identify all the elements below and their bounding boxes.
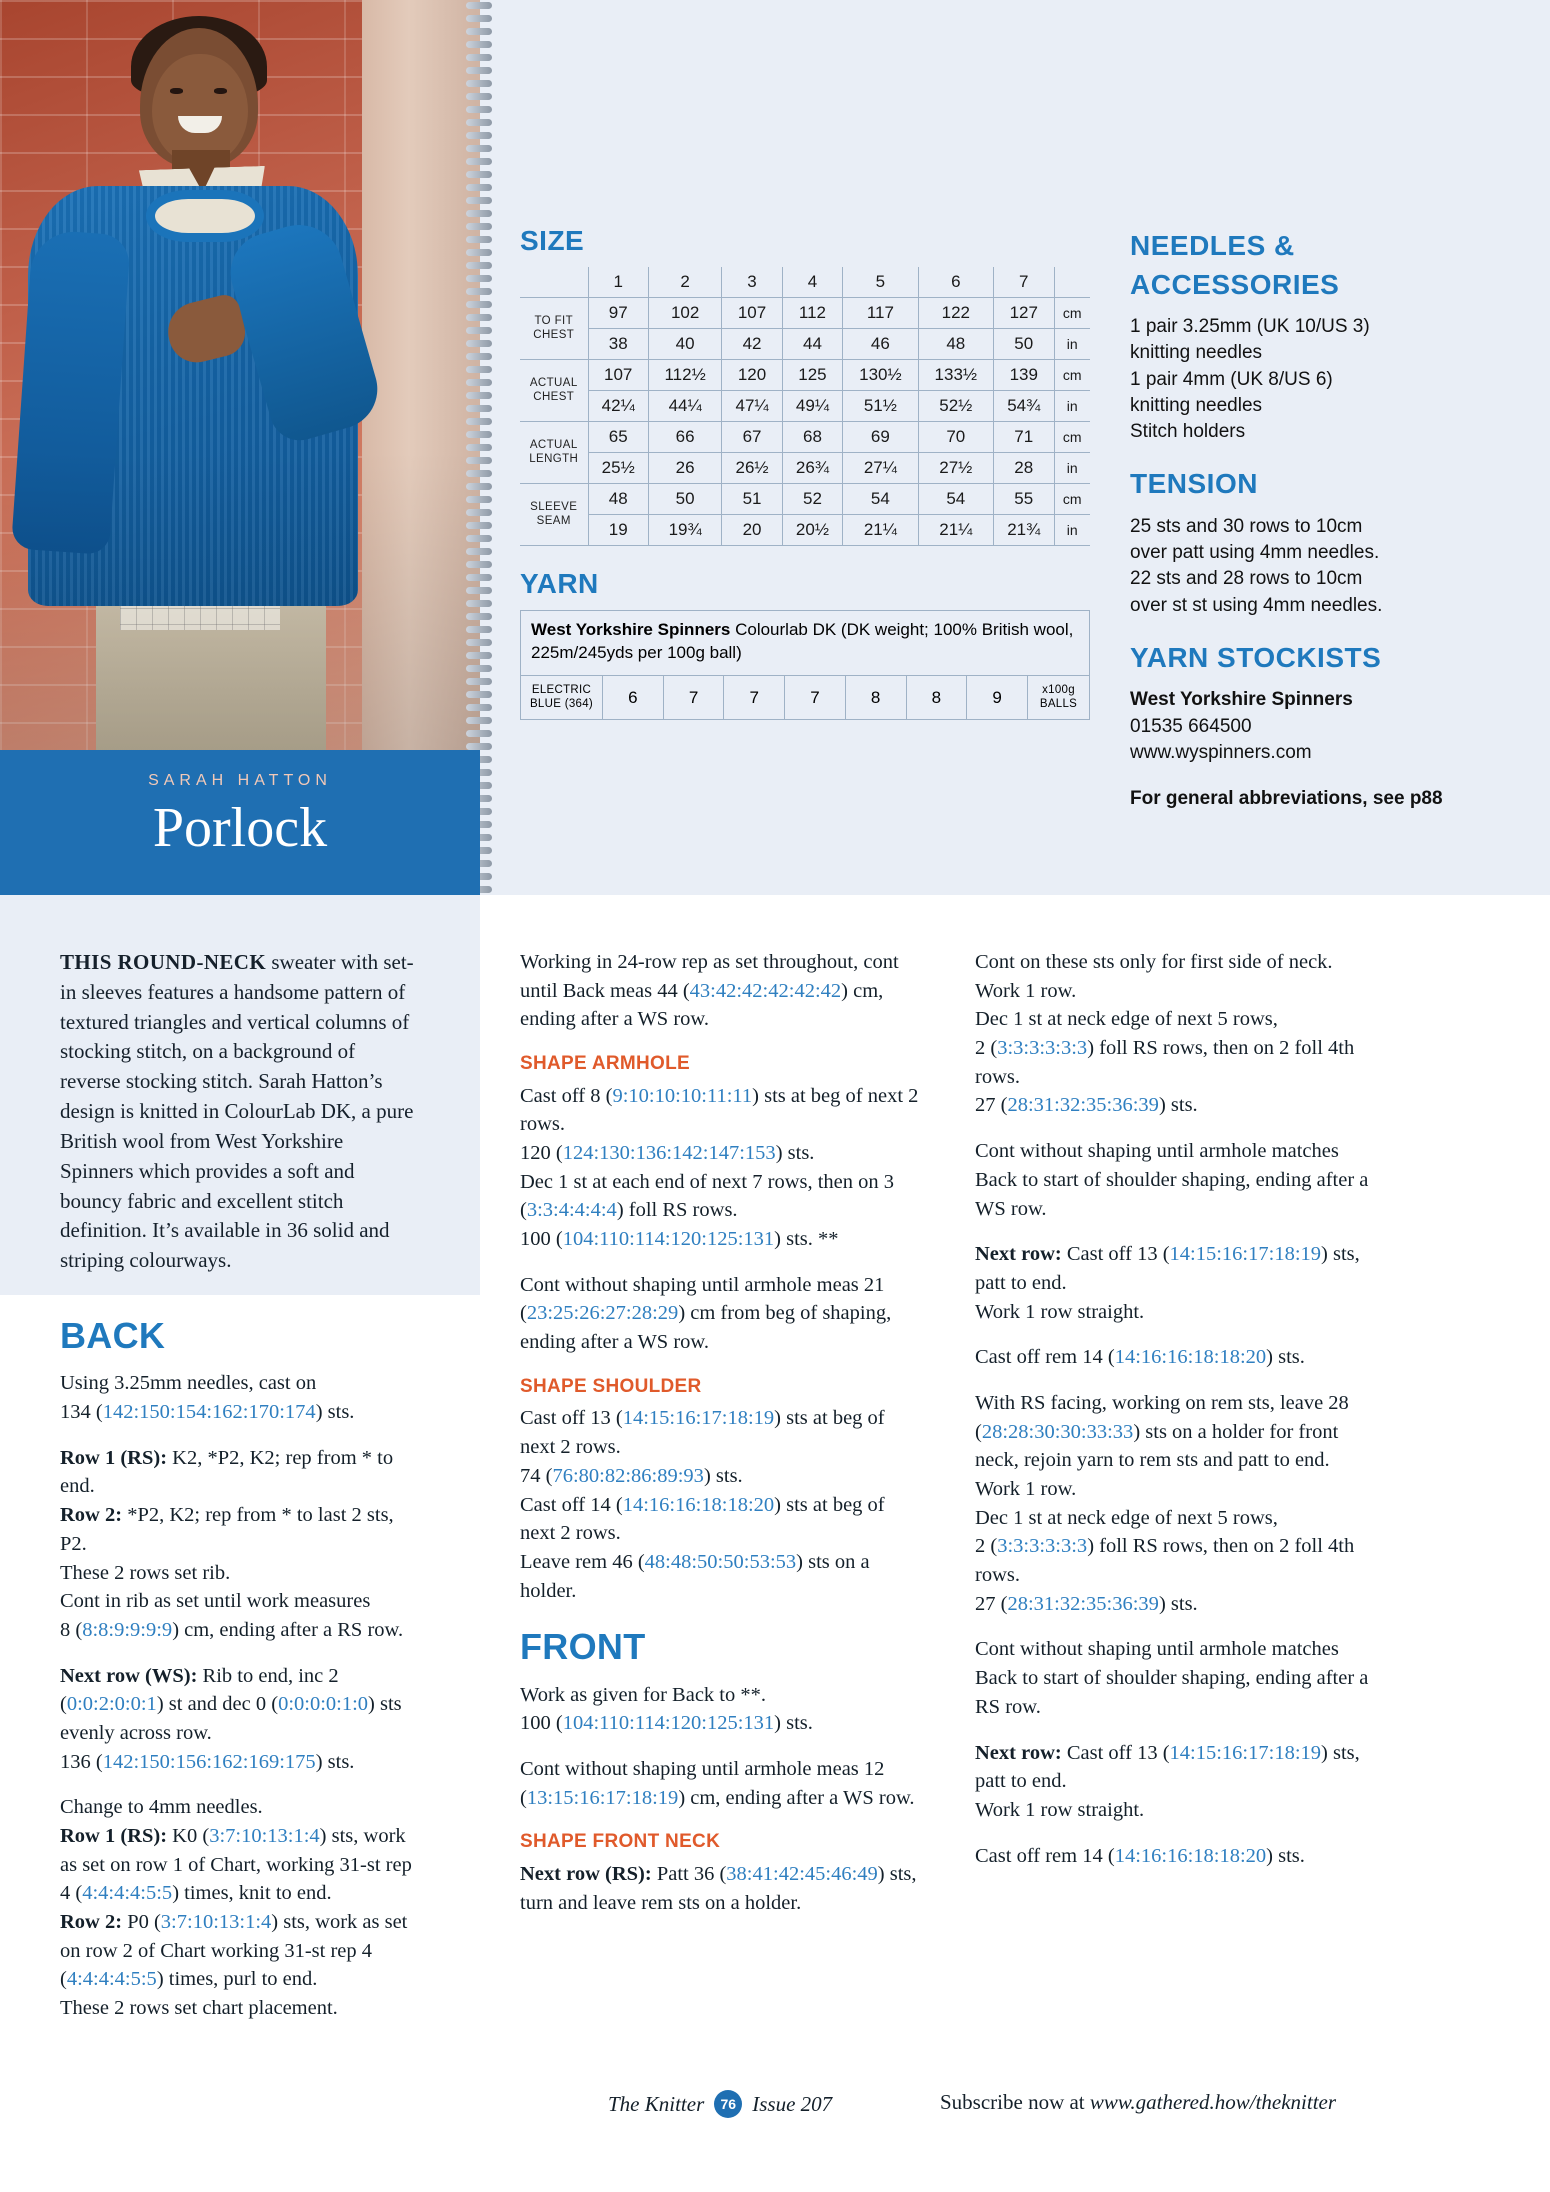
size-table-row — [520, 484, 1090, 515]
page-title: Porlock — [152, 797, 328, 859]
pattern-title-band — [0, 750, 480, 895]
yarn-balls-unit: x100g BALLS — [1028, 675, 1090, 720]
size-cell: 51 — [722, 484, 782, 515]
c3-p4-b: ) foll RS rows, then on 2 foll 4th rows. — [975, 1037, 1355, 1088]
footer-right — [940, 2090, 1336, 2115]
page-footer — [0, 2090, 1550, 2150]
yarn-brand: West Yorkshire Spinners — [531, 620, 731, 639]
size-unit: in — [1054, 515, 1090, 546]
size-cell: 55 — [994, 484, 1054, 515]
needles-line: knitting needles — [1130, 342, 1263, 364]
size-column-header: 1 — [588, 267, 648, 298]
yarn-ball-count: 9 — [967, 675, 1028, 720]
size-column-header: 6 — [918, 267, 993, 298]
size-cell: 42 — [722, 329, 782, 360]
back-chart-row2-a: P0 ( — [122, 1911, 161, 1934]
c3-p5-a: 27 ( — [975, 1094, 1008, 1117]
size-cell: 112½ — [648, 360, 721, 391]
front-heading: FRONT — [520, 1626, 646, 1668]
c3-next-row-1 — [975, 1240, 1385, 1326]
c2-s2-b: ) sts. — [703, 1464, 743, 1487]
size-column-header: 5 — [843, 267, 918, 298]
size-cell: 133½ — [918, 360, 993, 391]
size-cell: 71 — [994, 422, 1054, 453]
size-unit: in — [1054, 453, 1090, 484]
size-cell: 47¼ — [722, 391, 782, 422]
size-table-header-row — [520, 267, 1090, 298]
c3-p10-alt: 28:28:30:30:33:33 — [981, 1420, 1134, 1443]
back-chart-row1-a: K0 ( — [167, 1825, 210, 1848]
c3-cont-1: Cont without shaping until armhole matches Back to start of shoulder shaping, ending after a WS row. — [975, 1140, 1369, 1220]
c2-s2-a: 74 ( — [520, 1464, 553, 1487]
c2-front-block — [520, 1681, 920, 1738]
c2-s3-alt: 14:16:16:18:18:20 — [622, 1493, 775, 1516]
c3-p13-alt: 3:3:3:3:3:3 — [997, 1535, 1088, 1558]
c3-p14-a: 27 ( — [975, 1592, 1008, 1615]
c3-cont-2: Cont without shaping until armhole matches Back to start of shoulder shaping, ending after a RS row. — [975, 1638, 1369, 1718]
size-row-label: ACTUAL LENGTH — [520, 422, 588, 484]
size-cell: 50 — [648, 484, 721, 515]
c2-rep-alt: 43:42:42:42:42:42 — [689, 979, 842, 1002]
photo-vignette — [0, 0, 480, 750]
size-cell: 21¼ — [918, 515, 993, 546]
size-cell: 54 — [918, 484, 993, 515]
back-row1-text: K2, *P2, K2; rep from * to end. — [60, 1446, 394, 1498]
c2-s4-alt: 48:48:50:50:53:53 — [644, 1550, 797, 1573]
size-cell: 117 — [843, 298, 918, 329]
c2-a5-alt: 23:25:26:27:28:29 — [526, 1302, 679, 1325]
tension-line: over patt using 4mm needles. — [1130, 542, 1380, 564]
size-table-row — [520, 515, 1090, 546]
c2-s1-a: Cast off 13 ( — [520, 1407, 623, 1430]
c2-n1-b: ) sts, turn and leave rem sts on a holder. — [520, 1862, 917, 1914]
size-table-corner — [520, 267, 588, 298]
c2-a5-b: ) cm from beg of shaping, ending after a WS row. — [520, 1302, 892, 1354]
footer-left — [608, 2090, 832, 2118]
back-next-label: Next row (WS): — [60, 1664, 198, 1687]
c3-p10-a: With RS facing, working on rem sts, leave 28 ( — [975, 1391, 1349, 1443]
size-cell: 26¾ — [782, 453, 842, 484]
size-cell: 50 — [994, 329, 1054, 360]
needles-list — [1130, 314, 1460, 445]
c2-a4-b: ) sts. ** — [774, 1228, 839, 1251]
needles-heading-line: ACCESSORIES — [1130, 268, 1340, 300]
c3-p7-a: Cast off 13 ( — [1061, 1243, 1170, 1266]
size-unit: cm — [1054, 422, 1090, 453]
needles-heading — [1130, 227, 1460, 304]
size-cell: 68 — [782, 422, 842, 453]
issue-number: Issue 207 — [752, 2091, 833, 2116]
back-cont-rib-count: 8 ( — [60, 1618, 83, 1641]
yarn-shade-label: ELECTRIC BLUE (364) — [521, 675, 603, 720]
c2-armhole-block — [520, 1082, 920, 1254]
size-table-row — [520, 360, 1090, 391]
size-cell: 52½ — [918, 391, 993, 422]
c2-n1-a: Patt 36 ( — [651, 1862, 727, 1885]
c2-armhole-cont — [520, 1271, 920, 1357]
size-cell: 107 — [722, 298, 782, 329]
back-chart-row1-b: ) sts, work as set on row 1 of Chart, working 31-st rep 4 ( — [60, 1825, 412, 1905]
back-cont-rib: Cont in rib as set until work measures — [60, 1590, 371, 1613]
back-row1-label: Row 1 (RS): — [60, 1446, 168, 1469]
back-change-needles: Change to 4mm needles. — [60, 1796, 263, 1819]
size-table-row — [520, 391, 1090, 422]
c2-a2-b: ) sts. — [775, 1142, 815, 1165]
size-unit: cm — [1054, 484, 1090, 515]
c3-p18-b: ) sts. — [1266, 1844, 1305, 1867]
size-cell: 26 — [648, 453, 721, 484]
size-cell: 48 — [918, 329, 993, 360]
needles-heading-line: NEEDLES & — [1130, 230, 1295, 261]
back-chart-setup — [60, 1793, 420, 2023]
back-count-alt: 142:150:156:162:169:175 — [102, 1750, 316, 1773]
size-cell: 48 — [588, 484, 648, 515]
size-cell: 112 — [782, 298, 842, 329]
size-cell: 54 — [843, 484, 918, 515]
size-cell: 125 — [782, 360, 842, 391]
needles-line: 1 pair 3.25mm (UK 10/US 3) — [1130, 316, 1370, 338]
shape-armhole-heading: SHAPE ARMHOLE — [520, 1053, 690, 1075]
size-row-label: TO FIT CHEST — [520, 298, 588, 360]
back-chart-note: These 2 rows set chart placement. — [60, 1997, 338, 2020]
back-rib-note: These 2 rows set rib. — [60, 1561, 231, 1584]
c2-s1-b: ) sts at beg of next 2 rows. — [520, 1407, 885, 1459]
back-rib-rows — [60, 1444, 420, 1645]
size-unit: in — [1054, 329, 1090, 360]
c3-p12: Dec 1 st at neck edge of next 5 rows, — [975, 1506, 1278, 1529]
c2-f2-alt: 104:110:114:120:125:131 — [562, 1712, 775, 1735]
back-row2-label: Row 2: — [60, 1504, 123, 1527]
size-table-row — [520, 298, 1090, 329]
c2-a3-a: Dec 1 st at each end of next 7 rows, then on 3 ( — [520, 1170, 895, 1222]
subscribe-link[interactable]: www.gathered.how/theknitter — [1089, 2090, 1337, 2114]
size-column-header: 3 — [722, 267, 782, 298]
tension-line: over st st using 4mm needles. — [1130, 594, 1383, 616]
size-heading: SIZE — [520, 225, 585, 256]
c3-p16-alt: 14:15:16:17:18:19 — [1169, 1741, 1322, 1764]
c2-s3-a: Cast off 14 ( — [520, 1493, 623, 1516]
back-caston-close: ) sts. — [315, 1401, 355, 1424]
intro-body: sweater with set-in sleeves features a handsome pattern of textured triangles and vertical columns of stocking stitch, on a background of reverse stocking stitch. Sarah Hatton’s design is knitted in ColourLab DK, a pure British wool from West Yorkshire Spinners which provides a soft and bouncy fabric and excellent stitch definition. It’s available in 36 solid and striping colourways. — [60, 950, 414, 1273]
model-photo — [0, 0, 480, 750]
c2-front-cont — [520, 1755, 920, 1812]
c2-f2-a: 100 ( — [520, 1712, 563, 1735]
spec-column-right — [1130, 225, 1460, 812]
c2-f3-alt: 13:15:16:17:18:19 — [526, 1786, 679, 1809]
tension-line: 22 sts and 28 rows to 10cm — [1130, 568, 1363, 590]
shape-shoulder-heading: SHAPE SHOULDER — [520, 1375, 702, 1397]
back-next-alt1: 0:0:2:0:0:1 — [66, 1693, 157, 1716]
size-cell: 40 — [648, 329, 721, 360]
c2-f2-b: ) sts. — [774, 1712, 813, 1735]
back-chart-row2-alt2: 4:4:4:4:5:5 — [66, 1968, 157, 1991]
hero-panel — [0, 0, 1550, 895]
c2-f1: Work as given for Back to **. — [520, 1683, 766, 1706]
needles-line: Stitch holders — [1130, 421, 1246, 443]
back-chart-row2-c: ) times, purl to end. — [156, 1968, 318, 1991]
size-cell: 65 — [588, 422, 648, 453]
stockist-website[interactable]: www.wyspinners.com — [1130, 741, 1312, 763]
c2-rep-b: ) cm, ending after a WS row. — [520, 979, 884, 1031]
c3-p14-alt: 28:31:32:35:36:39 — [1007, 1592, 1159, 1615]
tension-list — [1130, 514, 1460, 619]
c3-p9-b: ) sts. — [1266, 1346, 1305, 1369]
c3-p16-b: ) sts, patt to end. — [975, 1741, 1360, 1793]
c2-f3-b: ) cm, ending after a WS row. — [678, 1786, 915, 1809]
size-table-row — [520, 453, 1090, 484]
size-cell: 120 — [722, 360, 782, 391]
size-cell: 52 — [782, 484, 842, 515]
c2-neck-next-row — [520, 1860, 920, 1917]
yarn-table-row — [521, 675, 1090, 720]
c2-rep-a: Working in 24-row rep as set throughout, cont until Back meas 44 ( — [520, 951, 899, 1002]
size-column-header: 2 — [648, 267, 721, 298]
back-cont-rib-close: ) cm, ending after a RS row. — [172, 1618, 404, 1641]
c3-p7-label: Next row: — [975, 1243, 1062, 1266]
size-cell: 139 — [994, 360, 1054, 391]
subscribe-label: Subscribe now at — [940, 2090, 1090, 2114]
c3-p5-b: ) sts. — [1158, 1094, 1198, 1117]
size-cell: 51½ — [843, 391, 918, 422]
back-caston-count: 134 ( — [60, 1401, 103, 1424]
intro-lead: THIS ROUND-NECK — [60, 950, 267, 974]
c3-castoff-1 — [975, 1343, 1385, 1372]
back-count-b: ) sts. — [315, 1750, 355, 1773]
size-cell: 44 — [782, 329, 842, 360]
c3-p16-a: Cast off 13 ( — [1061, 1741, 1170, 1764]
back-next-row — [60, 1662, 420, 1777]
size-cell: 27¼ — [843, 453, 918, 484]
c3-p18-alt: 14:16:16:18:18:20 — [1114, 1844, 1267, 1867]
c2-a3-alt: 3:3:4:4:4:4 — [526, 1199, 617, 1222]
c2-s3-b: ) sts at beg of next 2 rows. — [520, 1493, 885, 1545]
c2-s2-alt: 76:80:82:86:89:93 — [552, 1464, 704, 1487]
back-chart-row1-alt1: 3:7:10:13:1:4 — [209, 1825, 320, 1848]
body-column-1 — [60, 1305, 420, 2040]
c2-s4-b: ) sts on a holder. — [520, 1550, 870, 1602]
intro-text — [60, 948, 420, 1276]
c2-s4-a: Leave rem 46 ( — [520, 1550, 645, 1573]
c3-next-row-2 — [975, 1739, 1385, 1825]
yarn-ball-count: 8 — [906, 675, 967, 720]
yarn-ball-count: 7 — [785, 675, 846, 720]
size-cell: 97 — [588, 298, 648, 329]
back-chart-row2-alt1: 3:7:10:13:1:4 — [160, 1911, 272, 1934]
size-cell: 19¾ — [648, 515, 721, 546]
size-cell: 20½ — [782, 515, 842, 546]
back-next-b: ) st and dec 0 ( — [156, 1693, 279, 1716]
stockist-phone: 01535 664500 — [1130, 715, 1252, 737]
size-unit: in — [1054, 391, 1090, 422]
abbreviations-note: For general abbreviations, see p88 — [1130, 788, 1443, 810]
yarn-description: Colourlab DK (DK weight; 100% British wool, 225m/245yds per 100g ball) — [531, 620, 1074, 662]
c2-n1-alt: 38:41:42:45:46:49 — [726, 1862, 878, 1885]
back-chart-row1-alt2: 4:4:4:4:5:5 — [82, 1882, 173, 1905]
back-row2-text: *P2, K2; rep from * to last 2 sts, P2. — [60, 1504, 394, 1555]
stockist-name — [1130, 687, 1460, 713]
size-cell: 38 — [588, 329, 648, 360]
size-cell: 102 — [648, 298, 721, 329]
c2-a1-a: Cast off 8 ( — [520, 1084, 613, 1107]
size-unit: cm — [1054, 360, 1090, 391]
size-column-header: 7 — [994, 267, 1054, 298]
tension-heading: TENSION — [1130, 468, 1258, 500]
c2-shoulder-block — [520, 1404, 920, 1605]
c2-a5-a: Cont without shaping until armhole meas 21 ( — [520, 1273, 885, 1325]
c2-a1-alt: 9:10:10:10:11:11 — [612, 1084, 753, 1107]
c3-p5-alt: 28:31:32:35:36:39 — [1007, 1094, 1159, 1117]
c3-p17: Work 1 row straight. — [975, 1798, 1145, 1821]
size-table — [520, 267, 1090, 546]
size-cell: 54¾ — [994, 391, 1054, 422]
c2-a2-a: 120 ( — [520, 1142, 563, 1165]
size-cell: 107 — [588, 360, 648, 391]
back-heading: BACK — [60, 1315, 166, 1356]
size-cell: 127 — [994, 298, 1054, 329]
size-unit: cm — [1054, 298, 1090, 329]
size-cell: 20 — [722, 515, 782, 546]
c2-a2-alt: 124:130:136:142:147:153 — [562, 1142, 776, 1165]
body-column-2 — [520, 948, 920, 1934]
size-table-row — [520, 329, 1090, 360]
c3-first-side — [975, 948, 1385, 1120]
c2-a4-a: 100 ( — [520, 1228, 563, 1251]
stockists-heading: YARN STOCKISTS — [1130, 641, 1382, 673]
c2-a3-b: ) foll RS rows. — [616, 1199, 738, 1222]
c3-p1: Cont on these sts only for first side of neck. — [975, 951, 1333, 973]
size-row-label: ACTUAL CHEST — [520, 360, 588, 422]
c3-p3: Dec 1 st at neck edge of next 5 rows, — [975, 1008, 1278, 1031]
size-table-row — [520, 422, 1090, 453]
c3-p13-b: ) foll RS rows, then on 2 foll 4th rows. — [975, 1535, 1355, 1587]
c3-p7-alt: 14:15:16:17:18:19 — [1169, 1243, 1322, 1266]
back-caston — [60, 1369, 420, 1426]
c3-p13-a: 2 ( — [975, 1535, 998, 1558]
size-cell: 21¾ — [994, 515, 1054, 546]
c3-p18-a: Cast off rem 14 ( — [975, 1844, 1115, 1867]
back-cont-rib-alt: 8:8:9:9:9:9 — [82, 1618, 173, 1641]
yarn-ball-count: 8 — [845, 675, 906, 720]
c3-p16-label: Next row: — [975, 1741, 1062, 1764]
back-next-alt2: 0:0:0:0:1:0 — [278, 1693, 369, 1716]
size-cell: 46 — [843, 329, 918, 360]
size-cell: 26½ — [722, 453, 782, 484]
c3-p10-b: ) sts on a holder for front neck, rejoin yarn to rem sts and patt to end. — [975, 1420, 1339, 1472]
tension-line: 25 sts and 30 rows to 10cm — [1130, 515, 1363, 537]
size-cell: 42¼ — [588, 391, 648, 422]
c3-p7-b: ) sts, patt to end. — [975, 1243, 1360, 1294]
spec-column-left — [520, 225, 1090, 720]
back-chart-row1-label: Row 1 (RS): — [60, 1825, 168, 1848]
c3-p8: Work 1 row straight. — [975, 1300, 1145, 1323]
yarn-ball-count: 7 — [663, 675, 724, 720]
c3-second-side — [975, 1389, 1385, 1619]
back-next-a: Rib to end, inc 2 ( — [60, 1664, 339, 1716]
size-cell: 69 — [843, 422, 918, 453]
size-cell: 122 — [918, 298, 993, 329]
c2-n1-label: Next row (RS): — [520, 1862, 652, 1885]
back-caston-line1: Using 3.25mm needles, cast on — [60, 1372, 317, 1395]
c3-castoff-2 — [975, 1842, 1385, 1871]
page-number-badge: 76 — [714, 2090, 742, 2118]
needles-line: knitting needles — [1130, 394, 1263, 416]
c3-p11: Work 1 row. — [975, 1478, 1077, 1500]
size-cell: 28 — [994, 453, 1054, 484]
size-cell: 130½ — [843, 360, 918, 391]
designer-name: SARAH HATTON — [148, 772, 332, 789]
size-table-unit-corner — [1054, 267, 1090, 298]
back-caston-alt: 142:150:154:162:170:174 — [102, 1401, 316, 1424]
body-column-3 — [975, 948, 1385, 1887]
back-chart-row1-c: ) times, knit to end. — [172, 1882, 332, 1905]
c3-p4-a: 2 ( — [975, 1037, 998, 1060]
size-column-header: 4 — [782, 267, 842, 298]
size-cell: 49¼ — [782, 391, 842, 422]
shape-front-neck-heading: SHAPE FRONT NECK — [520, 1831, 721, 1853]
back-count-a: 136 ( — [60, 1750, 103, 1773]
yarn-ball-count: 7 — [724, 675, 785, 720]
size-row-label: SLEEVE SEAM — [520, 484, 588, 546]
yarn-description-box — [520, 610, 1090, 675]
c3-p4-alt: 3:3:3:3:3:3 — [997, 1037, 1088, 1060]
c2-a1-b: ) sts at beg of next 2 rows. — [520, 1084, 919, 1136]
back-next-c: ) sts evenly across row. — [60, 1693, 402, 1744]
c3-p2: Work 1 row. — [975, 979, 1077, 1002]
c2-f3-a: Cont without shaping until armhole meas 12 ( — [520, 1758, 885, 1809]
yarn-heading: YARN — [520, 568, 599, 599]
c2-a4-alt: 104:110:114:120:125:131 — [562, 1228, 775, 1251]
size-cell: 27½ — [918, 453, 993, 484]
magazine-name: The Knitter — [608, 2091, 705, 2116]
size-cell: 70 — [918, 422, 993, 453]
back-chart-row2-b: ) sts, work as set on row 2 of Chart working 31-st rep 4 ( — [60, 1911, 408, 1991]
stockist-name-text: West Yorkshire Spinners — [1130, 689, 1353, 711]
size-cell: 25½ — [588, 453, 648, 484]
needles-line: 1 pair 4mm (UK 8/US 6) — [1130, 368, 1333, 390]
size-cell: 21¼ — [843, 515, 918, 546]
c3-p14-b: ) sts. — [1158, 1592, 1198, 1615]
c3-p9-alt: 14:16:16:18:18:20 — [1114, 1346, 1267, 1369]
size-cell: 67 — [722, 422, 782, 453]
size-cell: 19 — [588, 515, 648, 546]
c2-s1-alt: 14:15:16:17:18:19 — [622, 1407, 775, 1430]
c3-p9-a: Cast off rem 14 ( — [975, 1346, 1115, 1369]
yarn-ball-count: 6 — [603, 675, 664, 720]
back-chart-row2-label: Row 2: — [60, 1911, 123, 1934]
size-cell: 66 — [648, 422, 721, 453]
yarn-table — [520, 675, 1090, 721]
c2-rep-para — [520, 948, 920, 1034]
size-cell: 44¼ — [648, 391, 721, 422]
